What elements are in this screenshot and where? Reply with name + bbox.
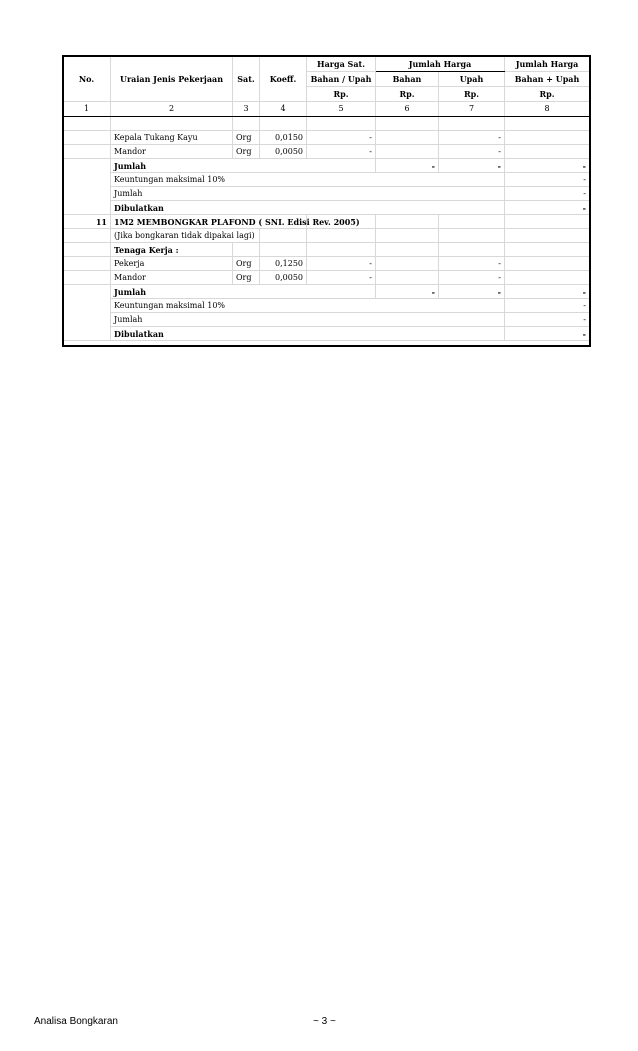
row-upah: - [439, 271, 505, 285]
tenaga-label: Tenaga Kerja : [111, 243, 233, 257]
tenaga-row [63, 243, 590, 257]
header-harga-sat-line2: Bahan / Upah [307, 72, 376, 87]
colnum-5: 5 [307, 102, 376, 117]
row-upah: - [439, 145, 505, 159]
table-row [63, 145, 590, 159]
row-harga: - [307, 131, 376, 145]
row-koeff: 0,1250 [260, 257, 307, 271]
dibulatkan-row [63, 201, 590, 215]
jumlah2-row [63, 313, 590, 327]
colnum-4: 4 [260, 102, 307, 117]
keuntungan-total: - [505, 299, 590, 313]
analysis-table [62, 56, 590, 341]
jumlah-label: Jumlah [111, 285, 376, 299]
row-sat: Org [233, 271, 260, 285]
row-koeff: 0,0150 [260, 131, 307, 145]
note-row [63, 229, 590, 243]
jumlah-upah: - [439, 285, 505, 299]
jumlah-bahan: - [376, 159, 439, 173]
dibulatkan-label: Dibulatkan [111, 327, 505, 341]
keuntungan-label: Keuntungan maksimal 10% [111, 299, 505, 313]
header-jumlah-harga: Jumlah Harga [376, 57, 505, 72]
keuntungan-row [63, 299, 590, 313]
keuntungan-total: - [505, 173, 590, 187]
jumlah2-label: Jumlah [111, 187, 505, 201]
keuntungan-label: Keuntungan maksimal 10% [111, 173, 505, 187]
item-number: 11 [63, 215, 111, 229]
row-upah: - [439, 131, 505, 145]
section-title-row [63, 215, 590, 229]
jumlah-total: - [505, 285, 590, 299]
jumlah2-total: - [505, 187, 590, 201]
jumlah-label: Jumlah [111, 159, 376, 173]
row-harga: - [307, 145, 376, 159]
header-bahan-rp: Rp. [376, 87, 439, 102]
dibulatkan-row [63, 327, 590, 341]
jumlah-upah: - [439, 159, 505, 173]
colnum-2: 2 [111, 102, 233, 117]
row-upah: - [439, 257, 505, 271]
jumlah2-row [63, 187, 590, 201]
header-harga-sat-line1: Harga Sat. [307, 57, 376, 72]
header-sat: Sat. [233, 57, 260, 102]
dibulatkan-total: - [505, 327, 590, 341]
keuntungan-row [63, 173, 590, 187]
header-harga-sat-line3: Rp. [307, 87, 376, 102]
header-upah: Upah [439, 72, 505, 87]
header-bahan: Bahan [376, 72, 439, 87]
jumlah-bahan: - [376, 285, 439, 299]
jumlah-total: - [505, 159, 590, 173]
jumlah2-label: Jumlah [111, 313, 505, 327]
spacer-row [63, 117, 590, 131]
colnum-1: 1 [63, 102, 111, 117]
table-row [63, 131, 590, 145]
row-uraian: Pekerja [111, 257, 233, 271]
row-harga: - [307, 257, 376, 271]
table-row [63, 257, 590, 271]
header-jh-total-line3: Rp. [505, 87, 590, 102]
colnum-3: 3 [233, 102, 260, 117]
footer-document-title: Analisa Bongkaran [34, 1016, 118, 1027]
section-title: 1M2 MEMBONGKAR PLAFOND ( SNI. Edisi Rev. 2005) [111, 215, 307, 229]
row-sat: Org [233, 257, 260, 271]
row-uraian: Kepala Tukang Kayu [111, 131, 233, 145]
footer-page-number: ~ 3 ~ [313, 1016, 336, 1027]
row-harga: - [307, 271, 376, 285]
row-uraian: Mandor [111, 145, 233, 159]
row-sat: Org [233, 145, 260, 159]
colnum-7: 7 [439, 102, 505, 117]
header-uraian: Uraian Jenis Pekerjaan [111, 57, 233, 102]
header-upah-rp: Rp. [439, 87, 505, 102]
row-sat: Org [233, 131, 260, 145]
jumlah2-total: - [505, 313, 590, 327]
header-jh-total-line1: Jumlah Harga [505, 57, 590, 72]
row-koeff: 0,0050 [260, 271, 307, 285]
jumlah-row [63, 285, 590, 299]
row-uraian: Mandor [111, 271, 233, 285]
header-koeff: Koeff. [260, 57, 307, 102]
colnum-6: 6 [376, 102, 439, 117]
header-no: No. [63, 57, 111, 102]
section-note: (Jika bongkaran tidak dipakai lagi) [111, 229, 260, 243]
dibulatkan-label: Dibulatkan [111, 201, 505, 215]
colnum-8: 8 [505, 102, 590, 117]
dibulatkan-total: - [505, 201, 590, 215]
table-row [63, 271, 590, 285]
row-koeff: 0,0050 [260, 145, 307, 159]
header-jh-total-line2: Bahan + Upah [505, 72, 590, 87]
jumlah-row [63, 159, 590, 173]
